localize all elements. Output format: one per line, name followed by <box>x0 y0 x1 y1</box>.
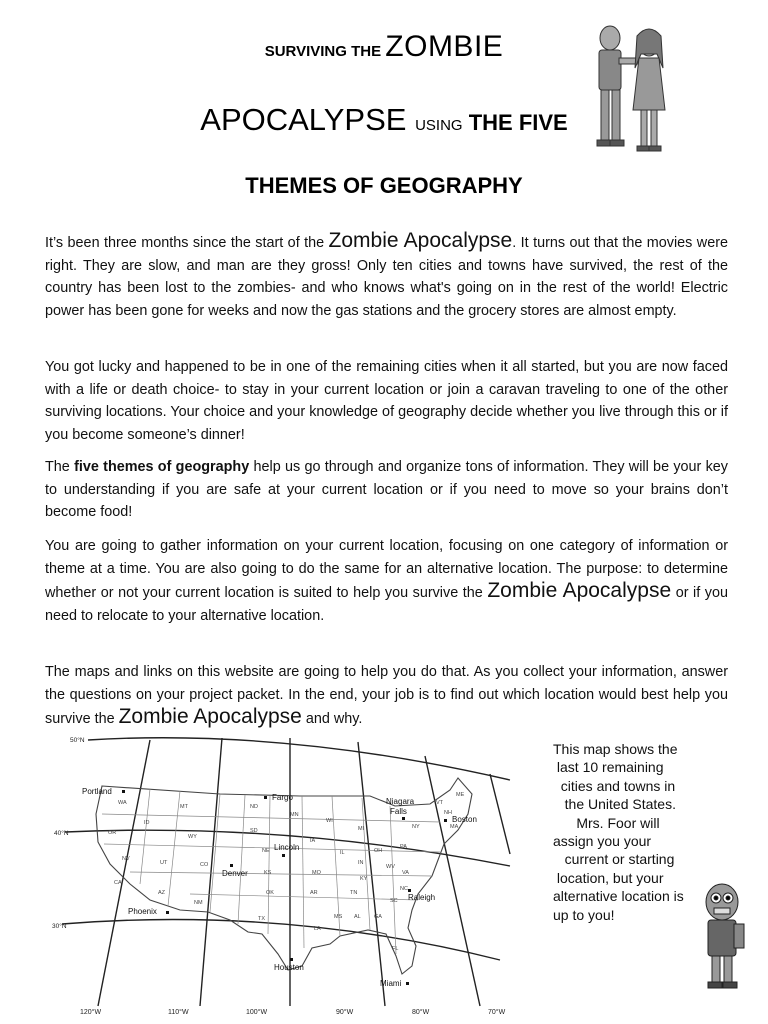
svg-text:MN: MN <box>290 812 299 818</box>
svg-text:NC: NC <box>400 886 408 892</box>
task-paragraph <box>45 535 728 627</box>
svg-text:40°N: 40°N <box>54 830 69 837</box>
svg-text:NY: NY <box>412 824 420 830</box>
title-the-five: THE FIVE <box>462 110 568 135</box>
svg-text:NE: NE <box>262 848 270 854</box>
svg-text:OK: OK <box>266 890 274 896</box>
svg-text:UT: UT <box>160 860 168 866</box>
note-line: last 10 remaining <box>553 759 664 776</box>
p1-text-a: It’s been three months since the start of the <box>45 235 329 251</box>
svg-text:SC: SC <box>390 898 398 904</box>
p5-zombie-apocalypse: Zombie Apocalypse <box>118 705 302 728</box>
svg-text:IN: IN <box>358 860 364 866</box>
p3-five-themes: five themes of geography <box>74 459 250 475</box>
svg-text:TN: TN <box>350 890 358 896</box>
svg-text:ND: ND <box>250 804 258 810</box>
svg-text:TX: TX <box>258 916 266 922</box>
svg-text:90°W: 90°W <box>336 1009 354 1016</box>
svg-text:MI: MI <box>358 826 365 832</box>
svg-text:30°N: 30°N <box>52 923 67 930</box>
svg-text:Lincoln: Lincoln <box>274 843 300 852</box>
map-note <box>553 740 698 924</box>
svg-text:PA: PA <box>400 844 407 850</box>
svg-text:120°W: 120°W <box>80 1009 102 1016</box>
svg-text:AL: AL <box>354 914 361 920</box>
intro-paragraph <box>45 230 728 322</box>
svg-text:MA: MA <box>450 824 459 830</box>
title-apocalypse: APOCALYPSE <box>200 102 416 137</box>
note-line: assign you your <box>553 833 652 850</box>
note-line: location, but your <box>553 869 664 886</box>
svg-text:CO: CO <box>200 862 209 868</box>
svg-text:VA: VA <box>402 870 409 876</box>
svg-text:LA: LA <box>314 926 321 932</box>
themes-paragraph <box>45 456 728 524</box>
svg-text:80°W: 80°W <box>412 1009 430 1016</box>
svg-text:70°W: 70°W <box>488 1009 506 1016</box>
svg-text:50°N: 50°N <box>70 737 85 744</box>
svg-text:100°W: 100°W <box>246 1009 268 1016</box>
svg-text:Phoenix: Phoenix <box>128 907 157 916</box>
svg-text:Denver: Denver <box>222 869 248 878</box>
p3-text-a: The <box>45 459 75 475</box>
svg-text:WA: WA <box>118 800 127 806</box>
svg-text:WY: WY <box>188 834 197 840</box>
svg-text:110°W: 110°W <box>168 1009 189 1016</box>
svg-text:Portland: Portland <box>82 787 112 796</box>
svg-text:VT: VT <box>436 800 444 806</box>
svg-text:Fargo: Fargo <box>272 793 293 802</box>
svg-text:AR: AR <box>310 890 318 896</box>
title-zombie: ZOMBIE <box>385 30 504 63</box>
svg-text:IA: IA <box>310 838 316 844</box>
p4-zombie-apocalypse: Zombie Apocalypse <box>487 579 672 602</box>
svg-text:OH: OH <box>374 848 383 854</box>
p4-text-a: You are going to gather information on your current location, focusing on one category of information or theme at a time. You are also going to do the same for an alternative location. The purpose: to determine whether or not your current location is suited to help you survive the <box>45 538 728 601</box>
svg-text:CA: CA <box>114 880 122 886</box>
p1-text-b: . It turns out that the movies were right. They are slow, and man are they gross! Only ten cities and towns have survived, the rest of the country has been lost to the zombies- and who knows what's going on in the rest of the world! Electric power has been gone for weeks and now the gas stations and the grocery stores are almost empty. <box>45 235 728 319</box>
svg-text:WI: WI <box>326 818 333 824</box>
svg-text:Falls: Falls <box>390 807 407 816</box>
p1-zombie-apocalypse: Zombie Apocalypse <box>328 229 513 252</box>
note-line: alternative location is <box>553 888 684 905</box>
p5-text-b: and why. <box>301 711 363 727</box>
svg-text:KY: KY <box>360 876 368 882</box>
svg-text:Raleigh: Raleigh <box>408 893 436 902</box>
svg-text:Miami: Miami <box>380 979 402 988</box>
p5-text-a: The maps and links on this website are going to help you do that. As you collect your information, answer the questions on your project packet. In the end, your job is to find out which location would best help you survive the <box>45 664 728 727</box>
title-surviving: SURVIVING THE <box>264 43 386 60</box>
svg-text:Niagara: Niagara <box>386 797 415 806</box>
note-line: current or starting <box>553 851 675 868</box>
choice-paragraph: You got lucky and happened to be in one of the remaining cities when it all started, but you are now faced with a life or death choice- to stay in your current location or join a caravan traveling to one of the other surviving locations. Your choice and your knowledge of geography decide whether you live through this or if you become someone’s dinner! <box>45 359 728 443</box>
p4-text-b: or if you need to relocate to your alternative location. <box>45 585 728 624</box>
svg-text:FL: FL <box>392 946 399 952</box>
note-line: the United States. <box>553 796 676 813</box>
svg-text:IL: IL <box>340 850 345 856</box>
svg-text:MS: MS <box>334 914 343 920</box>
title-themes: THEMES OF GEOGRAPHY <box>245 173 523 198</box>
svg-text:GA: GA <box>374 914 382 920</box>
svg-text:ME: ME <box>456 792 465 798</box>
svg-text:NM: NM <box>194 900 203 906</box>
note-line: This map shows the <box>553 741 678 757</box>
svg-text:OR: OR <box>108 830 117 836</box>
svg-text:WV: WV <box>386 864 395 870</box>
zombie-couple-illustration <box>585 24 695 156</box>
svg-text:MT: MT <box>180 804 188 810</box>
svg-text:KS: KS <box>264 870 272 876</box>
note-line: up to you! <box>553 906 615 923</box>
svg-text:AZ: AZ <box>158 890 166 896</box>
svg-text:MO: MO <box>312 870 321 876</box>
svg-text:Boston: Boston <box>452 815 477 824</box>
svg-text:NV: NV <box>122 856 130 862</box>
p3-text-b: help us go through and organize tons of information. They will be your key to understanding if you are safe at your current location or if you need to move so your brains don’t become food! <box>45 459 729 520</box>
title-using: USING <box>415 117 463 134</box>
zombie-illustration <box>698 882 750 992</box>
note-line: cities and towns in <box>553 777 676 794</box>
maps-paragraph <box>45 661 728 731</box>
svg-text:SD: SD <box>250 828 258 834</box>
svg-text:Houston: Houston <box>274 963 304 972</box>
svg-text:NH: NH <box>444 810 452 816</box>
svg-text:ID: ID <box>144 820 150 826</box>
us-map <box>40 734 530 1019</box>
note-line: Mrs. Foor will <box>553 814 660 831</box>
